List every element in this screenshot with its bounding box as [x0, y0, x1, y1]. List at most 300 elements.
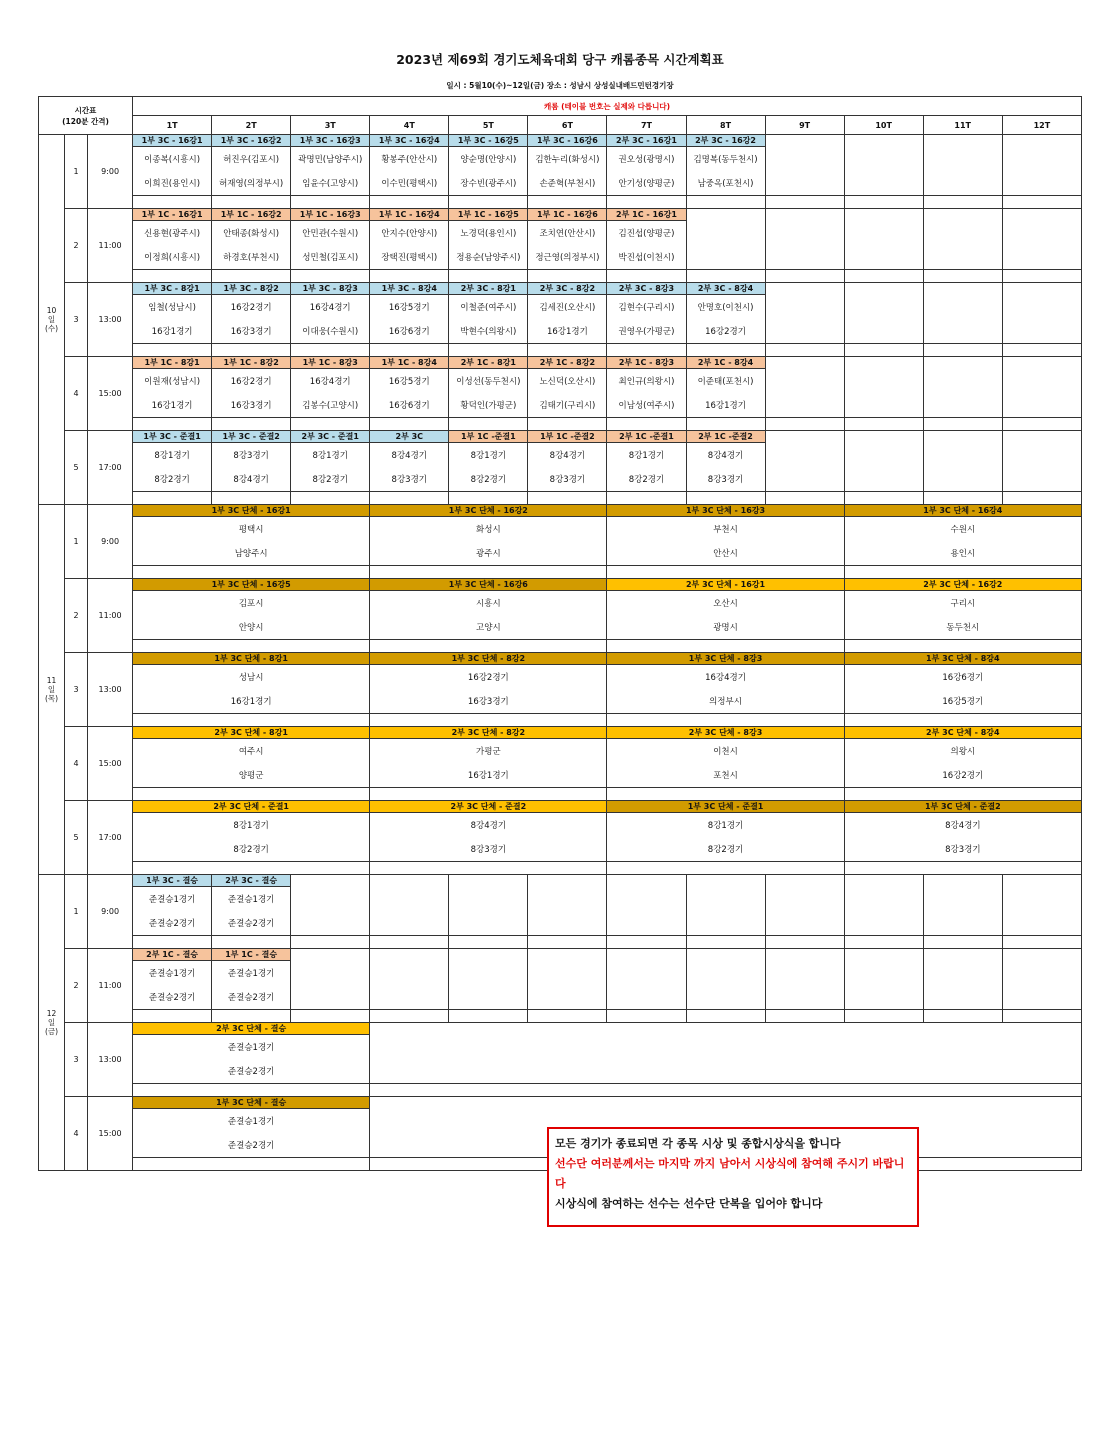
match-label: 1부 3C - 16강3 — [291, 135, 370, 147]
empty-cell — [765, 135, 844, 147]
match-player: 16강5경기 — [370, 369, 449, 394]
empty-cell — [607, 788, 844, 801]
session-number: 2 — [65, 579, 88, 653]
empty-cell — [686, 949, 765, 961]
match-player: 포천시 — [607, 763, 844, 788]
match-player: 정용순(남양주시) — [449, 245, 528, 270]
empty-cell — [133, 270, 212, 283]
match-player: 16강5경기 — [844, 689, 1081, 714]
empty-cell — [923, 171, 1002, 196]
empty-cell — [1002, 319, 1081, 344]
match-player: 김명복(동두천시) — [686, 147, 765, 172]
empty-cell — [765, 221, 844, 246]
match-player: 광명시 — [607, 615, 844, 640]
empty-cell — [528, 949, 607, 961]
empty-cell — [212, 344, 291, 357]
empty-cell — [923, 467, 1002, 492]
match-label: 1부 3C 단체 - 8강1 — [133, 653, 370, 665]
empty-cell — [449, 418, 528, 431]
empty-cell — [291, 949, 370, 961]
empty-cell — [528, 1010, 607, 1023]
empty-cell — [686, 418, 765, 431]
empty-cell — [844, 949, 923, 961]
match-player: 안기성(양평군) — [607, 171, 686, 196]
court-note: 캐롬 (테이블 번호는 실제와 다릅니다) — [133, 97, 1082, 116]
empty-cell — [923, 418, 1002, 431]
empty-cell — [133, 936, 212, 949]
match-player: 고양시 — [370, 615, 607, 640]
match-player: 수원시 — [844, 517, 1081, 542]
empty-cell — [844, 875, 923, 887]
match-player: 이철준(여주시) — [449, 295, 528, 320]
empty-cell — [1002, 911, 1081, 936]
empty-cell — [370, 1059, 1082, 1084]
match-player: 김포시 — [133, 591, 370, 616]
match-label: 2부 1C - 결승 — [133, 949, 212, 961]
empty-cell — [449, 985, 528, 1010]
session-time: 17:00 — [88, 801, 133, 875]
empty-cell — [528, 270, 607, 283]
empty-cell — [844, 418, 923, 431]
match-player: 8강2경기 — [607, 837, 844, 862]
empty-cell — [370, 961, 449, 986]
empty-cell — [923, 135, 1002, 147]
empty-cell — [1002, 936, 1081, 949]
match-player: 권오성(광명시) — [607, 147, 686, 172]
match-player: 남양주시 — [133, 541, 370, 566]
match-player: 안태종(화성시) — [212, 221, 291, 246]
session-time: 13:00 — [88, 653, 133, 727]
match-player: 양평군 — [133, 763, 370, 788]
match-player: 16강4경기 — [291, 369, 370, 394]
match-label: 1부 3C 단체 - 결승 — [133, 1097, 370, 1109]
match-label: 2부 3C 단체 - 준결1 — [133, 801, 370, 813]
schedule-table — [38, 96, 1082, 1171]
empty-cell — [370, 788, 607, 801]
empty-cell — [844, 221, 923, 246]
empty-cell — [1002, 467, 1081, 492]
match-label: 1부 3C 단체 - 8강3 — [607, 653, 844, 665]
empty-cell — [844, 135, 923, 147]
session-number: 3 — [65, 653, 88, 727]
session-number: 5 — [65, 431, 88, 505]
empty-cell — [686, 961, 765, 986]
empty-cell — [291, 270, 370, 283]
empty-cell — [1002, 245, 1081, 270]
match-player: 임철(성남시) — [133, 295, 212, 320]
empty-cell — [844, 788, 1081, 801]
empty-cell — [1002, 209, 1081, 221]
empty-cell — [528, 875, 607, 887]
match-player: 정근영(의정부시) — [528, 245, 607, 270]
empty-cell — [212, 1010, 291, 1023]
match-player: 동두천시 — [844, 615, 1081, 640]
time-header-label: 시간표 — [74, 105, 97, 115]
empty-cell — [607, 270, 686, 283]
match-player: 최인규(의왕시) — [607, 369, 686, 394]
empty-cell — [370, 566, 607, 579]
empty-cell — [133, 714, 370, 727]
empty-cell — [607, 961, 686, 986]
match-player: 이천시 — [607, 739, 844, 764]
match-label: 1부 1C -준결1 — [449, 431, 528, 443]
empty-cell — [1002, 147, 1081, 172]
empty-cell — [765, 357, 844, 369]
match-player: 이원재(성남시) — [133, 369, 212, 394]
match-player: 준결승1경기 — [133, 961, 212, 986]
day-label: 10 일 (수) — [39, 135, 65, 505]
match-player: 안산시 — [607, 541, 844, 566]
empty-cell — [844, 467, 923, 492]
empty-cell — [607, 1010, 686, 1023]
match-label: 2부 3C 단체 - 8강2 — [370, 727, 607, 739]
match-player: 성민철(김포시) — [291, 245, 370, 270]
empty-cell — [607, 344, 686, 357]
empty-cell — [1002, 295, 1081, 320]
match-player: 16강4경기 — [291, 295, 370, 320]
empty-cell — [686, 492, 765, 505]
empty-cell — [923, 961, 1002, 986]
empty-cell — [686, 1010, 765, 1023]
match-player: 장수빈(광주시) — [449, 171, 528, 196]
empty-cell — [212, 196, 291, 209]
match-label: 1부 3C - 16강1 — [133, 135, 212, 147]
empty-cell — [1002, 283, 1081, 295]
empty-cell — [528, 985, 607, 1010]
match-label: 2부 3C - 16강2 — [686, 135, 765, 147]
empty-cell — [844, 319, 923, 344]
match-player: 김진섭(양평군) — [607, 221, 686, 246]
match-label: 2부 1C -준결2 — [686, 431, 765, 443]
empty-cell — [528, 418, 607, 431]
empty-cell — [923, 369, 1002, 394]
empty-cell — [133, 1084, 370, 1097]
empty-cell — [844, 344, 923, 357]
empty-cell — [449, 492, 528, 505]
empty-cell — [844, 1010, 923, 1023]
match-player: 부천시 — [607, 517, 844, 542]
empty-cell — [686, 245, 765, 270]
empty-cell — [765, 467, 844, 492]
page-title: 2023년 제69회 경기도체육대회 당구 캐롬종목 시간계획표 — [396, 52, 724, 67]
match-player: 8강1경기 — [607, 443, 686, 468]
match-label: 2부 3C 단체 - 8강1 — [133, 727, 370, 739]
session-number: 1 — [65, 505, 88, 579]
match-label: 1부 3C - 16강2 — [212, 135, 291, 147]
notice-box — [547, 1127, 919, 1227]
empty-cell — [923, 911, 1002, 936]
empty-cell — [291, 911, 370, 936]
table-header-2: 2T — [212, 116, 291, 135]
match-label: 2부 1C - 16강1 — [607, 209, 686, 221]
empty-cell — [1002, 961, 1081, 986]
empty-cell — [607, 566, 844, 579]
match-player: 8강4경기 — [686, 443, 765, 468]
match-player: 구리시 — [844, 591, 1081, 616]
match-player: 손준혁(부천시) — [528, 171, 607, 196]
session-number: 2 — [65, 209, 88, 283]
empty-cell — [291, 1010, 370, 1023]
match-player: 8강2경기 — [607, 467, 686, 492]
empty-cell — [1002, 418, 1081, 431]
match-player: 8강3경기 — [528, 467, 607, 492]
match-player: 이희진(용인시) — [133, 171, 212, 196]
match-label: 1부 3C - 결승 — [133, 875, 212, 887]
match-player: 16강2경기 — [844, 763, 1081, 788]
empty-cell — [1002, 344, 1081, 357]
match-player: 8강1경기 — [133, 443, 212, 468]
empty-cell — [844, 147, 923, 172]
match-player: 김한누리(화성시) — [528, 147, 607, 172]
match-player: 이정희(시흥시) — [133, 245, 212, 270]
empty-cell — [133, 1158, 370, 1171]
match-player: 이종복(시흥시) — [133, 147, 212, 172]
empty-cell — [765, 369, 844, 394]
empty-cell — [1002, 196, 1081, 209]
session-time: 15:00 — [88, 357, 133, 431]
match-player: 이남성(여주시) — [607, 393, 686, 418]
match-player: 8강1경기 — [291, 443, 370, 468]
match-player: 안민관(수원시) — [291, 221, 370, 246]
match-player: 김봉수(고양시) — [291, 393, 370, 418]
empty-cell — [370, 887, 449, 912]
match-label: 2부 3C 단체 - 16강1 — [607, 579, 844, 591]
empty-cell — [923, 875, 1002, 887]
match-label: 1부 1C - 16강5 — [449, 209, 528, 221]
match-player: 여주시 — [133, 739, 370, 764]
table-header-5: 5T — [449, 116, 528, 135]
empty-cell — [449, 911, 528, 936]
empty-cell — [528, 196, 607, 209]
empty-cell — [607, 640, 844, 653]
empty-cell — [923, 443, 1002, 468]
table-header-6: 6T — [528, 116, 607, 135]
empty-cell — [844, 245, 923, 270]
session-time: 13:00 — [88, 1023, 133, 1097]
match-player: 박현수(의왕시) — [449, 319, 528, 344]
match-label: 2부 3C - 8강3 — [607, 283, 686, 295]
empty-cell — [133, 492, 212, 505]
empty-cell — [607, 492, 686, 505]
empty-cell — [923, 209, 1002, 221]
empty-cell — [528, 911, 607, 936]
match-player: 준결승2경기 — [212, 985, 291, 1010]
match-player: 곽명민(남양주시) — [291, 147, 370, 172]
empty-cell — [449, 936, 528, 949]
empty-cell — [923, 245, 1002, 270]
empty-cell — [607, 949, 686, 961]
session-time: 13:00 — [88, 283, 133, 357]
empty-cell — [686, 209, 765, 221]
match-player: 김세진(오산시) — [528, 295, 607, 320]
table-header-3: 3T — [291, 116, 370, 135]
empty-cell — [370, 492, 449, 505]
match-label: 2부 1C - 8강1 — [449, 357, 528, 369]
match-label: 2부 3C - 결승 — [212, 875, 291, 887]
empty-cell — [765, 344, 844, 357]
empty-cell — [370, 1023, 1082, 1035]
empty-cell — [528, 887, 607, 912]
empty-cell — [212, 492, 291, 505]
table-header-9: 9T — [765, 116, 844, 135]
match-player: 의왕시 — [844, 739, 1081, 764]
empty-cell — [291, 887, 370, 912]
empty-cell — [923, 492, 1002, 505]
empty-cell — [1002, 875, 1081, 887]
match-player: 성남시 — [133, 665, 370, 690]
empty-cell — [844, 369, 923, 394]
empty-cell — [528, 961, 607, 986]
match-player: 박진섭(이천시) — [607, 245, 686, 270]
empty-cell — [765, 196, 844, 209]
session-number: 4 — [65, 727, 88, 801]
match-label: 1부 3C - 16강4 — [370, 135, 449, 147]
empty-cell — [1002, 949, 1081, 961]
match-label: 1부 1C - 16강4 — [370, 209, 449, 221]
empty-cell — [923, 1010, 1002, 1023]
match-player: 이성선(동두천시) — [449, 369, 528, 394]
match-label: 1부 3C 단체 - 16강3 — [607, 505, 844, 517]
empty-cell — [765, 443, 844, 468]
empty-cell — [133, 862, 370, 875]
empty-cell — [844, 492, 923, 505]
empty-cell — [607, 911, 686, 936]
empty-cell — [923, 319, 1002, 344]
session-number: 3 — [65, 1023, 88, 1097]
match-player: 16강1경기 — [528, 319, 607, 344]
empty-cell — [133, 788, 370, 801]
match-player: 노신덕(오산시) — [528, 369, 607, 394]
empty-cell — [923, 270, 1002, 283]
match-player: 8강4경기 — [370, 443, 449, 468]
match-player: 16강1경기 — [370, 763, 607, 788]
empty-cell — [844, 961, 923, 986]
empty-cell — [449, 196, 528, 209]
empty-cell — [449, 961, 528, 986]
match-player: 8강1경기 — [133, 813, 370, 838]
match-player: 준결승2경기 — [133, 911, 212, 936]
match-player: 안양시 — [133, 615, 370, 640]
match-player: 조치연(안산시) — [528, 221, 607, 246]
session-time: 15:00 — [88, 1097, 133, 1171]
match-player: 준결승2경기 — [212, 911, 291, 936]
match-player: 황덕인(가평군) — [449, 393, 528, 418]
notice-line-3: 시상식에 참여하는 선수는 선수단 단복을 입어야 합니다 — [555, 1197, 823, 1210]
empty-cell — [923, 357, 1002, 369]
empty-cell — [1002, 887, 1081, 912]
empty-cell — [607, 196, 686, 209]
empty-cell — [686, 985, 765, 1010]
empty-cell — [765, 911, 844, 936]
match-player: 8강3경기 — [686, 467, 765, 492]
match-player: 16강6경기 — [370, 393, 449, 418]
match-player: 8강4경기 — [528, 443, 607, 468]
empty-cell — [844, 936, 923, 949]
empty-cell — [844, 295, 923, 320]
empty-cell — [923, 221, 1002, 246]
match-label: 1부 1C - 8강2 — [212, 357, 291, 369]
empty-cell — [291, 875, 370, 887]
empty-cell — [686, 887, 765, 912]
match-player: 이준태(포천시) — [686, 369, 765, 394]
match-player: 16강1경기 — [133, 393, 212, 418]
match-player: 준결승1경기 — [212, 961, 291, 986]
empty-cell — [844, 443, 923, 468]
empty-cell — [370, 936, 449, 949]
match-player: 시흥시 — [370, 591, 607, 616]
match-player: 8강3경기 — [370, 467, 449, 492]
empty-cell — [844, 887, 923, 912]
empty-cell — [1002, 431, 1081, 443]
empty-cell — [844, 566, 1081, 579]
match-player: 김태기(구리시) — [528, 393, 607, 418]
session-number: 4 — [65, 1097, 88, 1171]
match-label: 1부 1C - 16강2 — [212, 209, 291, 221]
empty-cell — [765, 393, 844, 418]
empty-cell — [923, 295, 1002, 320]
empty-cell — [765, 431, 844, 443]
match-label: 1부 1C - 16강1 — [133, 209, 212, 221]
table-header-11: 11T — [923, 116, 1002, 135]
match-player: 8강3경기 — [370, 837, 607, 862]
table-header-12: 12T — [1002, 116, 1081, 135]
match-player: 8강1경기 — [449, 443, 528, 468]
match-label: 1부 3C 단체 - 16강4 — [844, 505, 1081, 517]
empty-cell — [686, 221, 765, 246]
empty-cell — [765, 418, 844, 431]
match-label: 2부 1C - 8강3 — [607, 357, 686, 369]
match-player: 권영우(가평군) — [607, 319, 686, 344]
empty-cell — [370, 1097, 1082, 1109]
match-label: 1부 1C - 16강3 — [291, 209, 370, 221]
empty-cell — [528, 936, 607, 949]
empty-cell — [291, 196, 370, 209]
match-player: 준결승1경기 — [212, 887, 291, 912]
empty-cell — [291, 492, 370, 505]
session-number: 1 — [65, 135, 88, 209]
match-player: 안지수(안양시) — [370, 221, 449, 246]
match-player: 노경덕(용인시) — [449, 221, 528, 246]
match-label: 1부 3C - 16강5 — [449, 135, 528, 147]
match-label: 1부 3C 단체 - 8강4 — [844, 653, 1081, 665]
match-player: 준결승2경기 — [133, 985, 212, 1010]
empty-cell — [449, 875, 528, 887]
match-player: 김현수(구리시) — [607, 295, 686, 320]
notice-line-1: 모든 경기가 종료되면 각 종목 시상 및 종합시상식을 합니다 — [555, 1137, 841, 1150]
match-player: 16강2경기 — [686, 319, 765, 344]
empty-cell — [1002, 171, 1081, 196]
empty-cell — [765, 245, 844, 270]
table-header-10: 10T — [844, 116, 923, 135]
empty-cell — [1002, 492, 1081, 505]
match-label: 2부 3C 단체 - 결승 — [133, 1023, 370, 1035]
empty-cell — [686, 196, 765, 209]
empty-cell — [923, 949, 1002, 961]
match-label: 1부 1C - 8강4 — [370, 357, 449, 369]
match-label: 1부 3C - 16강6 — [528, 135, 607, 147]
match-player: 16강6경기 — [844, 665, 1081, 690]
empty-cell — [607, 862, 844, 875]
match-player: 16강3경기 — [212, 393, 291, 418]
match-label: 1부 3C 단체 - 16강2 — [370, 505, 607, 517]
match-label: 1부 3C 단체 - 16강5 — [133, 579, 370, 591]
empty-cell — [370, 344, 449, 357]
session-number: 3 — [65, 283, 88, 357]
empty-cell — [765, 270, 844, 283]
match-label: 1부 3C - 8강4 — [370, 283, 449, 295]
empty-cell — [1002, 393, 1081, 418]
empty-cell — [449, 344, 528, 357]
